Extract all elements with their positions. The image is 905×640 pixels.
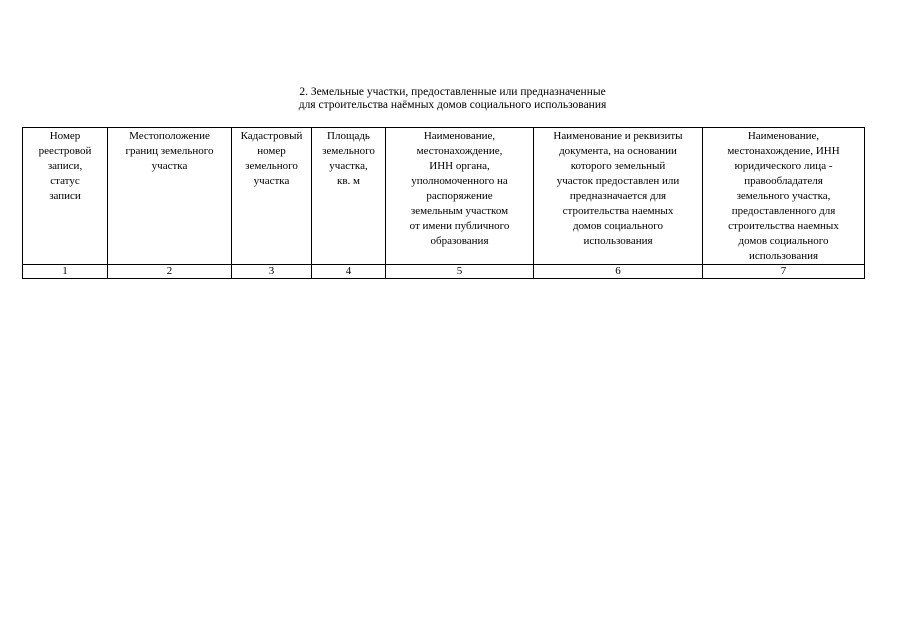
table-row xyxy=(23,265,865,279)
document-title-line-2: для строительства наёмных домов социального использования xyxy=(298,99,607,111)
header-plot-area: Площадь земельного участка, кв. м xyxy=(312,128,386,265)
column-number-cell: 7 xyxy=(703,265,865,279)
column-number-cell: 3 xyxy=(232,265,312,279)
table-header-row xyxy=(23,128,865,265)
header-basis-document: Наименование и реквизиты документа, на основании которого земельный участок предоставлен или предназначается для строительства наемных домов социального использования xyxy=(534,128,703,265)
column-number-cell: 5 xyxy=(386,265,534,279)
column-number-cell: 6 xyxy=(534,265,703,279)
header-legal-entity: Наименование, местонахождение, ИНН юридического лица - правообладателя земельного участка, предоставленного для строительства наемных домов социального использования xyxy=(703,128,865,265)
column-number-cell: 1 xyxy=(23,265,108,279)
land-plots-table xyxy=(22,127,865,279)
column-number-cell: 2 xyxy=(108,265,232,279)
header-cadastral-number: Кадастровый номер земельного участка xyxy=(232,128,312,265)
header-plot-location: Местоположение границ земельного участка xyxy=(108,128,232,265)
document-title xyxy=(0,86,905,112)
header-authority: Наименование, местонахождение, ИНН органа, уполномоченного на распоряжение земельным участком от имени публичного образования xyxy=(386,128,534,265)
column-number-cell: 4 xyxy=(312,265,386,279)
document-title-line-1: 2. Земельные участки, предоставленные или предназначенные xyxy=(299,86,606,98)
header-registry-number: Номер реестровой записи, статус записи xyxy=(23,128,108,265)
